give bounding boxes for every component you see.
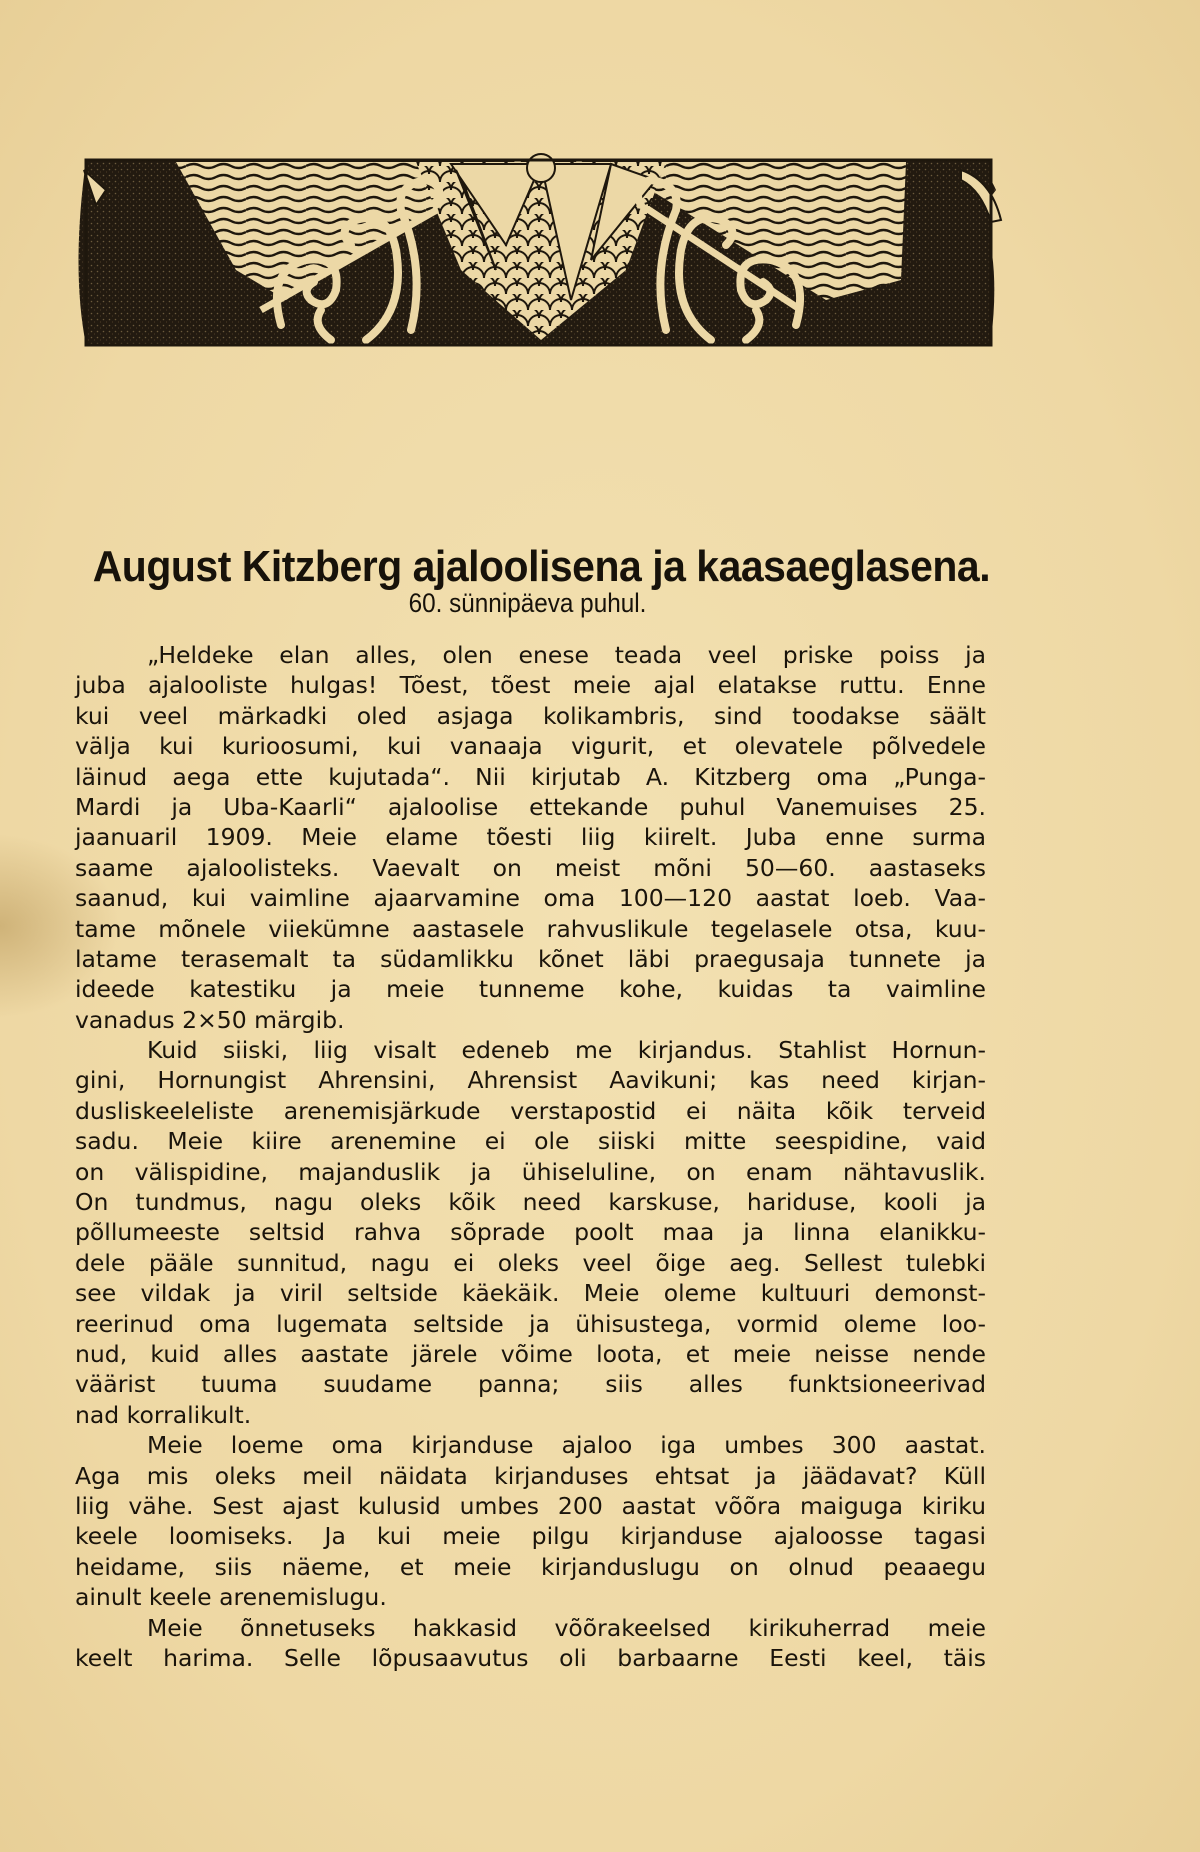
- text-line: kui veel märkadki oled asjaga kolikambris, sind toodakse säält: [75, 701, 986, 730]
- paragraph-4: [75, 1613, 986, 1674]
- article-subtitle: 60. sünnipäeva puhul.: [408, 588, 647, 618]
- article-title: August Kitzberg ajaloolisena ja kaasaeglasena.: [92, 542, 991, 592]
- decorative-headpiece: [66, 150, 1011, 350]
- text-line: on välispidine, majanduslik ja ühiseluline, on enam nähtavuslik.: [75, 1157, 986, 1186]
- text-line: keelt harima. Selle lõpusaavutus oli barbaarne Eesti keel, täis: [75, 1643, 986, 1672]
- text-line: ainult keele arenemislugu.: [75, 1583, 387, 1612]
- text-line: nad korralikult.: [75, 1400, 252, 1429]
- text-line: Meie loeme oma kirjanduse ajaloo iga umbes 300 aastat.: [147, 1431, 986, 1460]
- text-line: dusliskeeleliste arenemisjärkude verstapostid ei näita kõik terveid: [75, 1096, 986, 1125]
- text-line: läinud aega ette kujutada“. Nii kirjutab A. Kitzberg oma „Punga-: [75, 762, 986, 791]
- text-line: Aga mis oleks meil näidata kirjanduses ehtsat ja jäädavat? Küll: [75, 1461, 986, 1490]
- text-line: dele pääle sunnitud, nagu ei oleks veel õige aeg. Sellest tulebki: [75, 1248, 986, 1277]
- text-line: liig vähe. Sest ajast kulusid umbes 200 aastat võõra maiguga kiriku: [75, 1491, 986, 1520]
- text-line: „Heldeke elan alles, olen enese teada veel priske poiss ja: [147, 641, 986, 669]
- text-line: keele loomiseks. Ja kui meie pilgu kirjanduse ajaloosse tagasi: [75, 1522, 986, 1551]
- text-line: juba ajalooliste hulgas! Tõest, tõest meie ajal elatakse ruttu. Enne: [75, 671, 986, 700]
- text-line: väärist tuuma suudame panna; siis alles funktsioneerivad: [75, 1370, 986, 1399]
- text-line: saame ajaloolisteks. Vaevalt on meist mõni 50—60. aastaseks: [75, 853, 986, 882]
- article-body: [75, 640, 986, 1673]
- ornament-illustration-icon: [66, 150, 1011, 350]
- text-line: Kuid siiski, liig visalt edeneb me kirjandus. Stahlist Hornun-: [147, 1036, 986, 1065]
- text-line: sadu. Meie kiire arenemine ei ole siiski mitte seespidine, vaid: [75, 1127, 986, 1156]
- text-line: saanud, kui vaimline ajaarvamine oma 100—120 aastat loeb. Vaa-: [75, 884, 986, 913]
- text-line: gini, Hornungist Ahrensini, Ahrensist Aavikuni; kas need kirjan-: [75, 1066, 986, 1095]
- text-line: vanadus 2×50 märgib.: [75, 1005, 345, 1034]
- text-line: põllumeeste seltsid rahva sõprade poolt maa ja linna elanikku-: [75, 1218, 986, 1247]
- text-line: see vildak ja viril seltside käekäik. Meie oleme kultuuri demonst-: [75, 1279, 986, 1308]
- text-line: Mardi ja Uba-Kaarli“ ajaloolise ettekande puhul Vanemuises 25.: [75, 792, 986, 821]
- text-line: reerinud oma lugemata seltside ja ühisustega, vormid oleme loo-: [75, 1309, 986, 1338]
- paragraph-2: [75, 1035, 986, 1430]
- text-line: tame mõnele viiekümne aastasele rahvuslikule tegelasele otsa, kuu-: [75, 914, 986, 943]
- text-line: jaanuaril 1909. Meie elame tõesti liig kiirelt. Juba enne surma: [75, 823, 986, 852]
- text-line: Meie õnnetuseks hakkasid võõrakeelsed kirikuherrad meie: [147, 1613, 986, 1642]
- text-line: ideede katestiku ja meie tunneme kohe, kuidas ta vaimline: [75, 975, 986, 1004]
- paragraph-3: [75, 1430, 986, 1612]
- text-line: On tundmus, nagu oleks kõik need karskuse, hariduse, kooli ja: [75, 1188, 986, 1217]
- paragraph-1: [75, 640, 986, 1035]
- text-line: nud, kuid alles aastate järele võime loota, et meie neisse nende: [75, 1339, 986, 1368]
- text-line: heidame, siis näeme, et meie kirjanduslugu on olnud peaaegu: [75, 1552, 986, 1581]
- text-line: latame terasemalt ta südamlikku kõnet läbi praegusaja tunnete ja: [75, 944, 986, 973]
- text-line: välja kui kurioosumi, kui vanaaja vigurit, et olevatele põlvedele: [75, 732, 986, 761]
